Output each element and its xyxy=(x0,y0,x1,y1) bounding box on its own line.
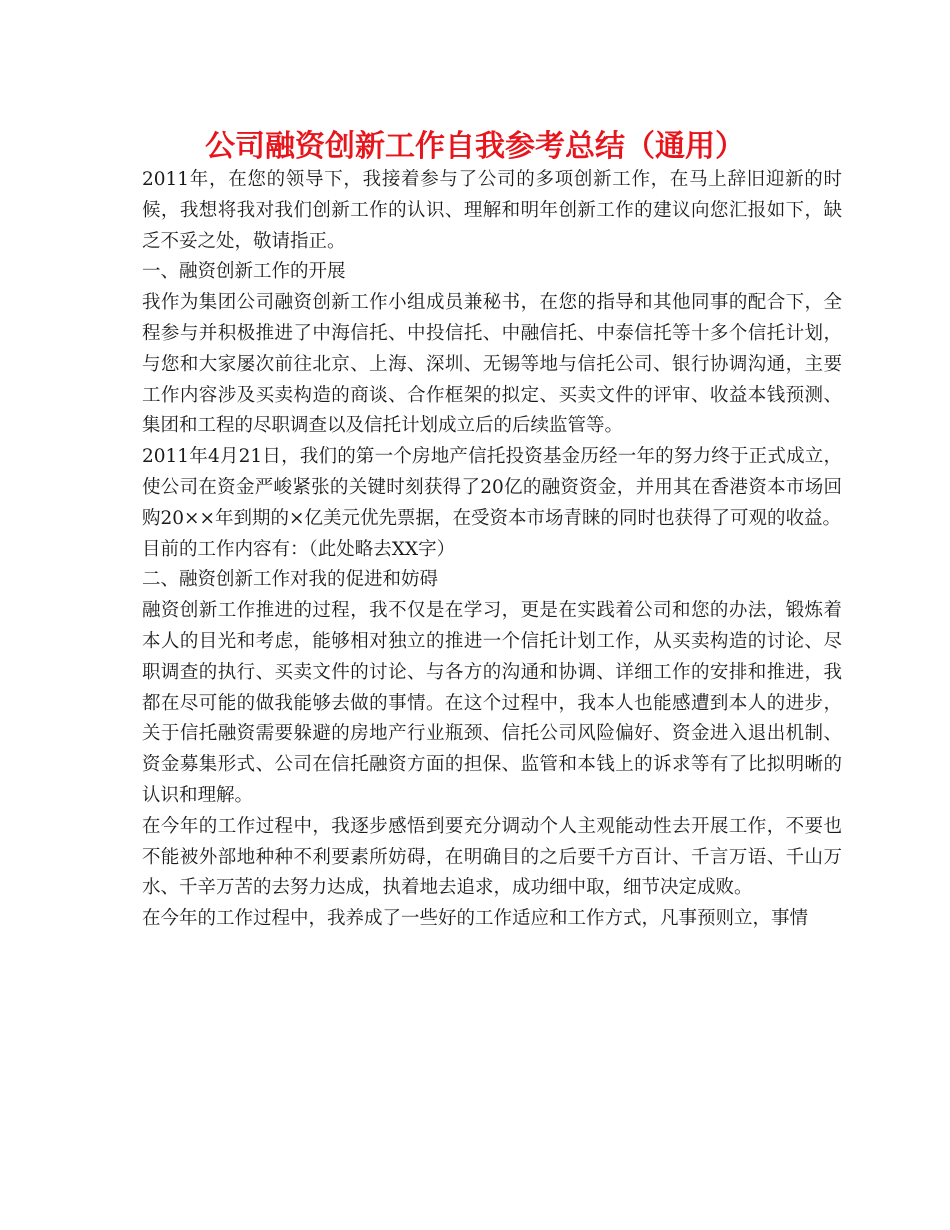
body-paragraph: 融资创新工作推进的过程，我不仅是在学习，更是在实践着公司和您的办法，锻炼着本人的目光和考虑，能够相对独立的推进一个信托计划工作，从买卖构造的讨论、尽职调查的执行、买卖文件的讨论、与各方的沟通和协调、详细工作的安排和推进，我都在尽可能的做我能够去做的事情。在这个过程中，我本人也能感遭到本人的进步，关于信托融资需要躲避的房地产行业瓶颈、信托公司风险偏好、资金进入退出机制、资金募集形式、公司在信托融资方面的担保、监管和本钱上的诉求等有了比拟明晰的认识和理解。 xyxy=(142,600,842,806)
body-paragraph: 2011年4月21日，我们的第一个房地产信托投资基金历经一年的努力终于正式成立，使公司在资金严峻紧张的关键时刻获得了20亿的融资资金，并用其在香港资本市场回购20××年到期的×亿美元优先票据，在受资本市场青睐的同时也获得了可观的收益。 xyxy=(142,446,842,529)
body-paragraph: 在今年的工作过程中，我逐步感悟到要充分调动个人主观能动性去开展工作，不要也不能被外部地种种不利要素所妨碍，在明确目的之后要千方百计、千言万语、千山万水、千辛万苦的去努力达成，执着地去追求，成功细中取，细节决定成败。 xyxy=(142,815,842,899)
document-title: 公司融资创新工作自我参考总结（通用） xyxy=(205,129,745,164)
body-paragraph: 目前的工作内容有：（此处略去XX字） xyxy=(142,538,456,560)
body-paragraph: 在今年的工作过程中，我养成了一些好的工作适应和工作方式，凡事预则立，事情 xyxy=(142,908,809,930)
document-body xyxy=(142,165,842,935)
section-heading-1: 一、融资创新工作的开展 xyxy=(142,261,346,283)
section-heading-2: 二、融资创新工作对我的促进和妨碍 xyxy=(142,569,439,591)
body-paragraph: 我作为集团公司融资创新工作小组成员兼秘书，在您的指导和其他同事的配合下，全程参与并积极推进了中海信托、中投信托、中融信托、中泰信托等十多个信托计划，与您和大家屡次前往北京、上海、深圳、无锡等地与信托公司、银行协调沟通，主要工作内容涉及买卖构造的商谈、合作框架的拟定、买卖文件的评审、收益本钱预测、集团和工程的尽职调查以及信托计划成立后的后续监管等。 xyxy=(142,292,842,437)
intro-paragraph: 2011年，在您的领导下，我接着参与了公司的多项创新工作，在马上辞旧迎新的时候，我想将我对我们创新工作的认识、理解和明年创新工作的建议向您汇报如下，缺乏不妥之处，敬请指正。 xyxy=(142,169,842,252)
